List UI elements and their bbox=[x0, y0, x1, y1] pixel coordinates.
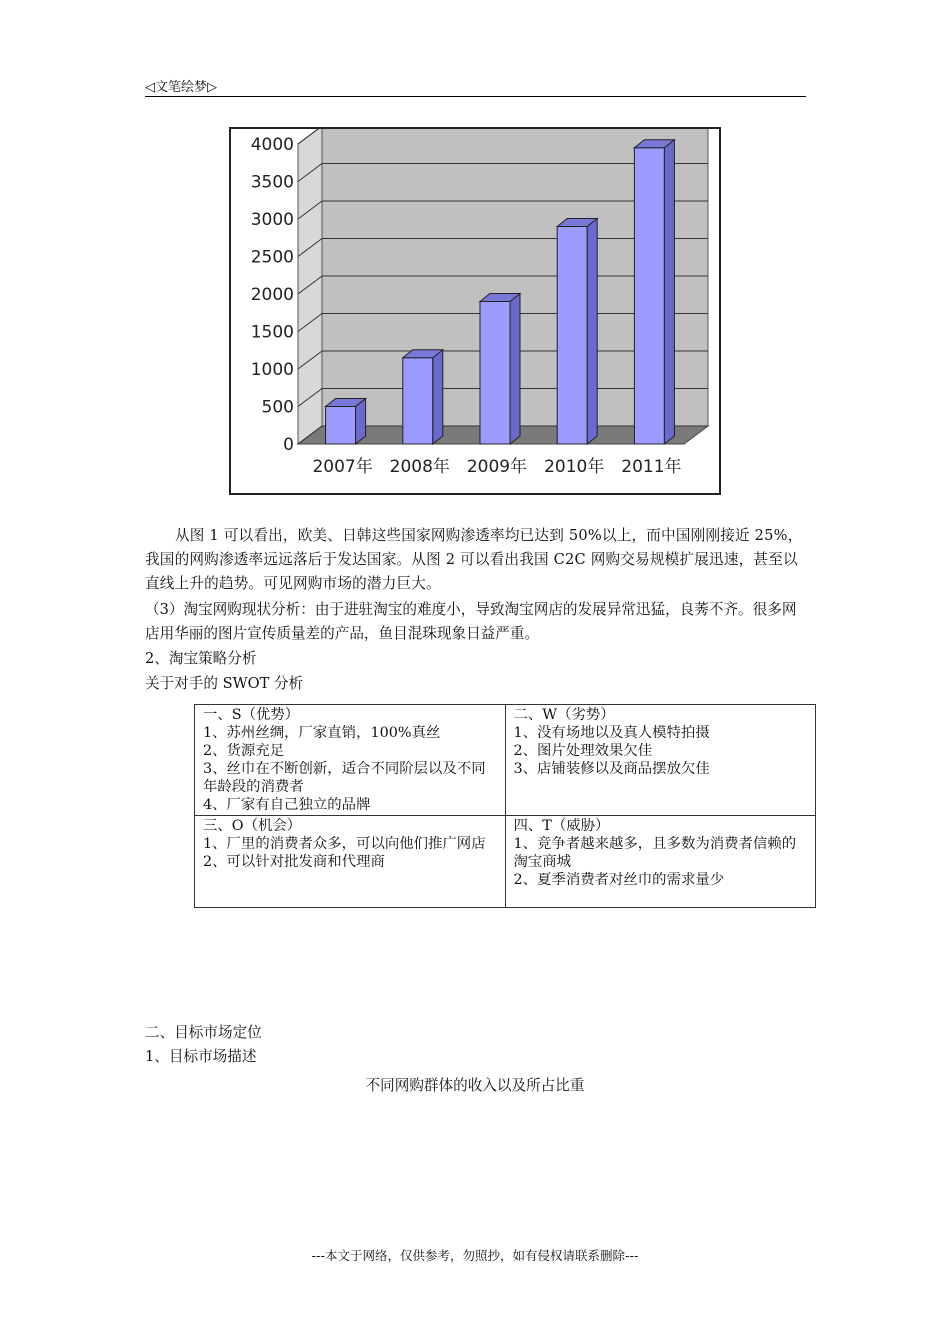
swot-threats-cell bbox=[505, 816, 816, 908]
bar-side bbox=[433, 350, 443, 444]
x-tick-label: 2007年 bbox=[312, 457, 373, 477]
swot-t-title: 四、T（威胁） bbox=[513, 818, 610, 834]
bar-side bbox=[587, 219, 597, 445]
y-tick-label: 0 bbox=[283, 435, 294, 455]
y-tick-label: 2500 bbox=[250, 247, 294, 268]
swot-o-title: 三、O（机会） bbox=[203, 818, 302, 834]
x-tick-label: 2009年 bbox=[466, 457, 528, 477]
swot-w-item: 1、没有场地以及真人模特拍摄 bbox=[513, 725, 710, 741]
y-tick-label: 2000 bbox=[250, 285, 294, 305]
section-title-target-market: 二、目标市场定位 bbox=[145, 1024, 262, 1041]
bar-chart bbox=[231, 129, 719, 493]
x-tick-label: 2010年 bbox=[544, 457, 605, 477]
swot-w-title: 二、W（劣势） bbox=[513, 707, 615, 723]
heading-swot: 关于对手的 SWOT 分析 bbox=[145, 675, 304, 692]
header-text: ◁文笔绘梦▷ bbox=[145, 80, 217, 95]
bar bbox=[634, 148, 664, 444]
swot-s-item: 3、丝巾在不断创新，适合不同阶层以及不同年龄段的消费者 bbox=[203, 761, 486, 795]
swot-table bbox=[194, 704, 816, 908]
swot-o-item: 1、厂里的消费者众多，可以向他们推广网店 bbox=[203, 836, 486, 852]
y-tick-label: 3000 bbox=[250, 210, 294, 230]
y-tick-label: 4000 bbox=[250, 135, 294, 155]
swot-w-item: 2、图片处理效果欠佳 bbox=[513, 743, 653, 759]
page-header bbox=[145, 74, 806, 97]
y-tick-label: 3500 bbox=[250, 172, 294, 193]
swot-weaknesses-cell bbox=[505, 705, 816, 816]
swot-o-item: 2、可以针对批发商和代理商 bbox=[203, 854, 385, 870]
swot-t-item: 1、竞争者越来越多，且多数为消费者信赖的淘宝商城 bbox=[513, 836, 797, 870]
bar bbox=[326, 407, 356, 445]
bar-chart-frame bbox=[229, 127, 721, 495]
heading-strategy: 2、淘宝策略分析 bbox=[145, 650, 257, 667]
bar bbox=[557, 227, 587, 445]
x-tick-label: 2011年 bbox=[621, 457, 682, 477]
chart-side-wall bbox=[298, 129, 322, 444]
swot-w-item: 3、店铺装修以及商品摆放欠佳 bbox=[513, 761, 710, 777]
swot-s-item: 2、货源充足 bbox=[203, 743, 285, 759]
x-tick-label: 2008年 bbox=[389, 457, 450, 477]
y-tick-label: 1500 bbox=[250, 322, 294, 343]
bar-side bbox=[510, 294, 520, 445]
y-tick-label: 500 bbox=[261, 397, 294, 418]
paragraph-taobao-status: （3）淘宝网购现状分析：由于进驻淘宝的难度小，导致淘宝网店的发展异常迅猛，良莠不齐。很多网店用华丽的图片宣传质量差的产品，鱼目混珠现象日益严重。 bbox=[145, 601, 797, 642]
swot-s-item: 4、厂家有自己独立的品牌 bbox=[203, 797, 371, 813]
figure-caption: 不同网购群体的收入以及所占比重 bbox=[365, 1077, 585, 1094]
paragraph-growth: 从图 1 可以看出，欧美、日韩这些国家网购渗透率均已达到 50%以上，而中国刚刚接近 25%，我国的网购渗透率远远落后于发达国家。从图 2 可以看出我国 C2C 网购交易规模扩展迅速，甚至以直线上升的趋势。可见网购市场的潜力巨大。 bbox=[145, 527, 803, 592]
swot-strengths-cell bbox=[195, 705, 506, 816]
bar-side bbox=[664, 140, 674, 444]
page-footer: ---本文于网络，仅供参考，勿照抄，如有侵权请联系删除--- bbox=[311, 1248, 639, 1263]
swot-s-title: 一、S（优势） bbox=[203, 707, 300, 723]
swot-s-item: 1、苏州丝绸，厂家直销，100%真丝 bbox=[203, 725, 441, 741]
bar bbox=[403, 358, 433, 444]
swot-opportunities-cell bbox=[195, 816, 506, 908]
subsection-target-market-description: 1、目标市场描述 bbox=[145, 1048, 257, 1065]
y-tick-label: 1000 bbox=[250, 360, 294, 380]
bar bbox=[480, 302, 510, 445]
swot-t-item: 2、夏季消费者对丝巾的需求量少 bbox=[513, 872, 725, 888]
